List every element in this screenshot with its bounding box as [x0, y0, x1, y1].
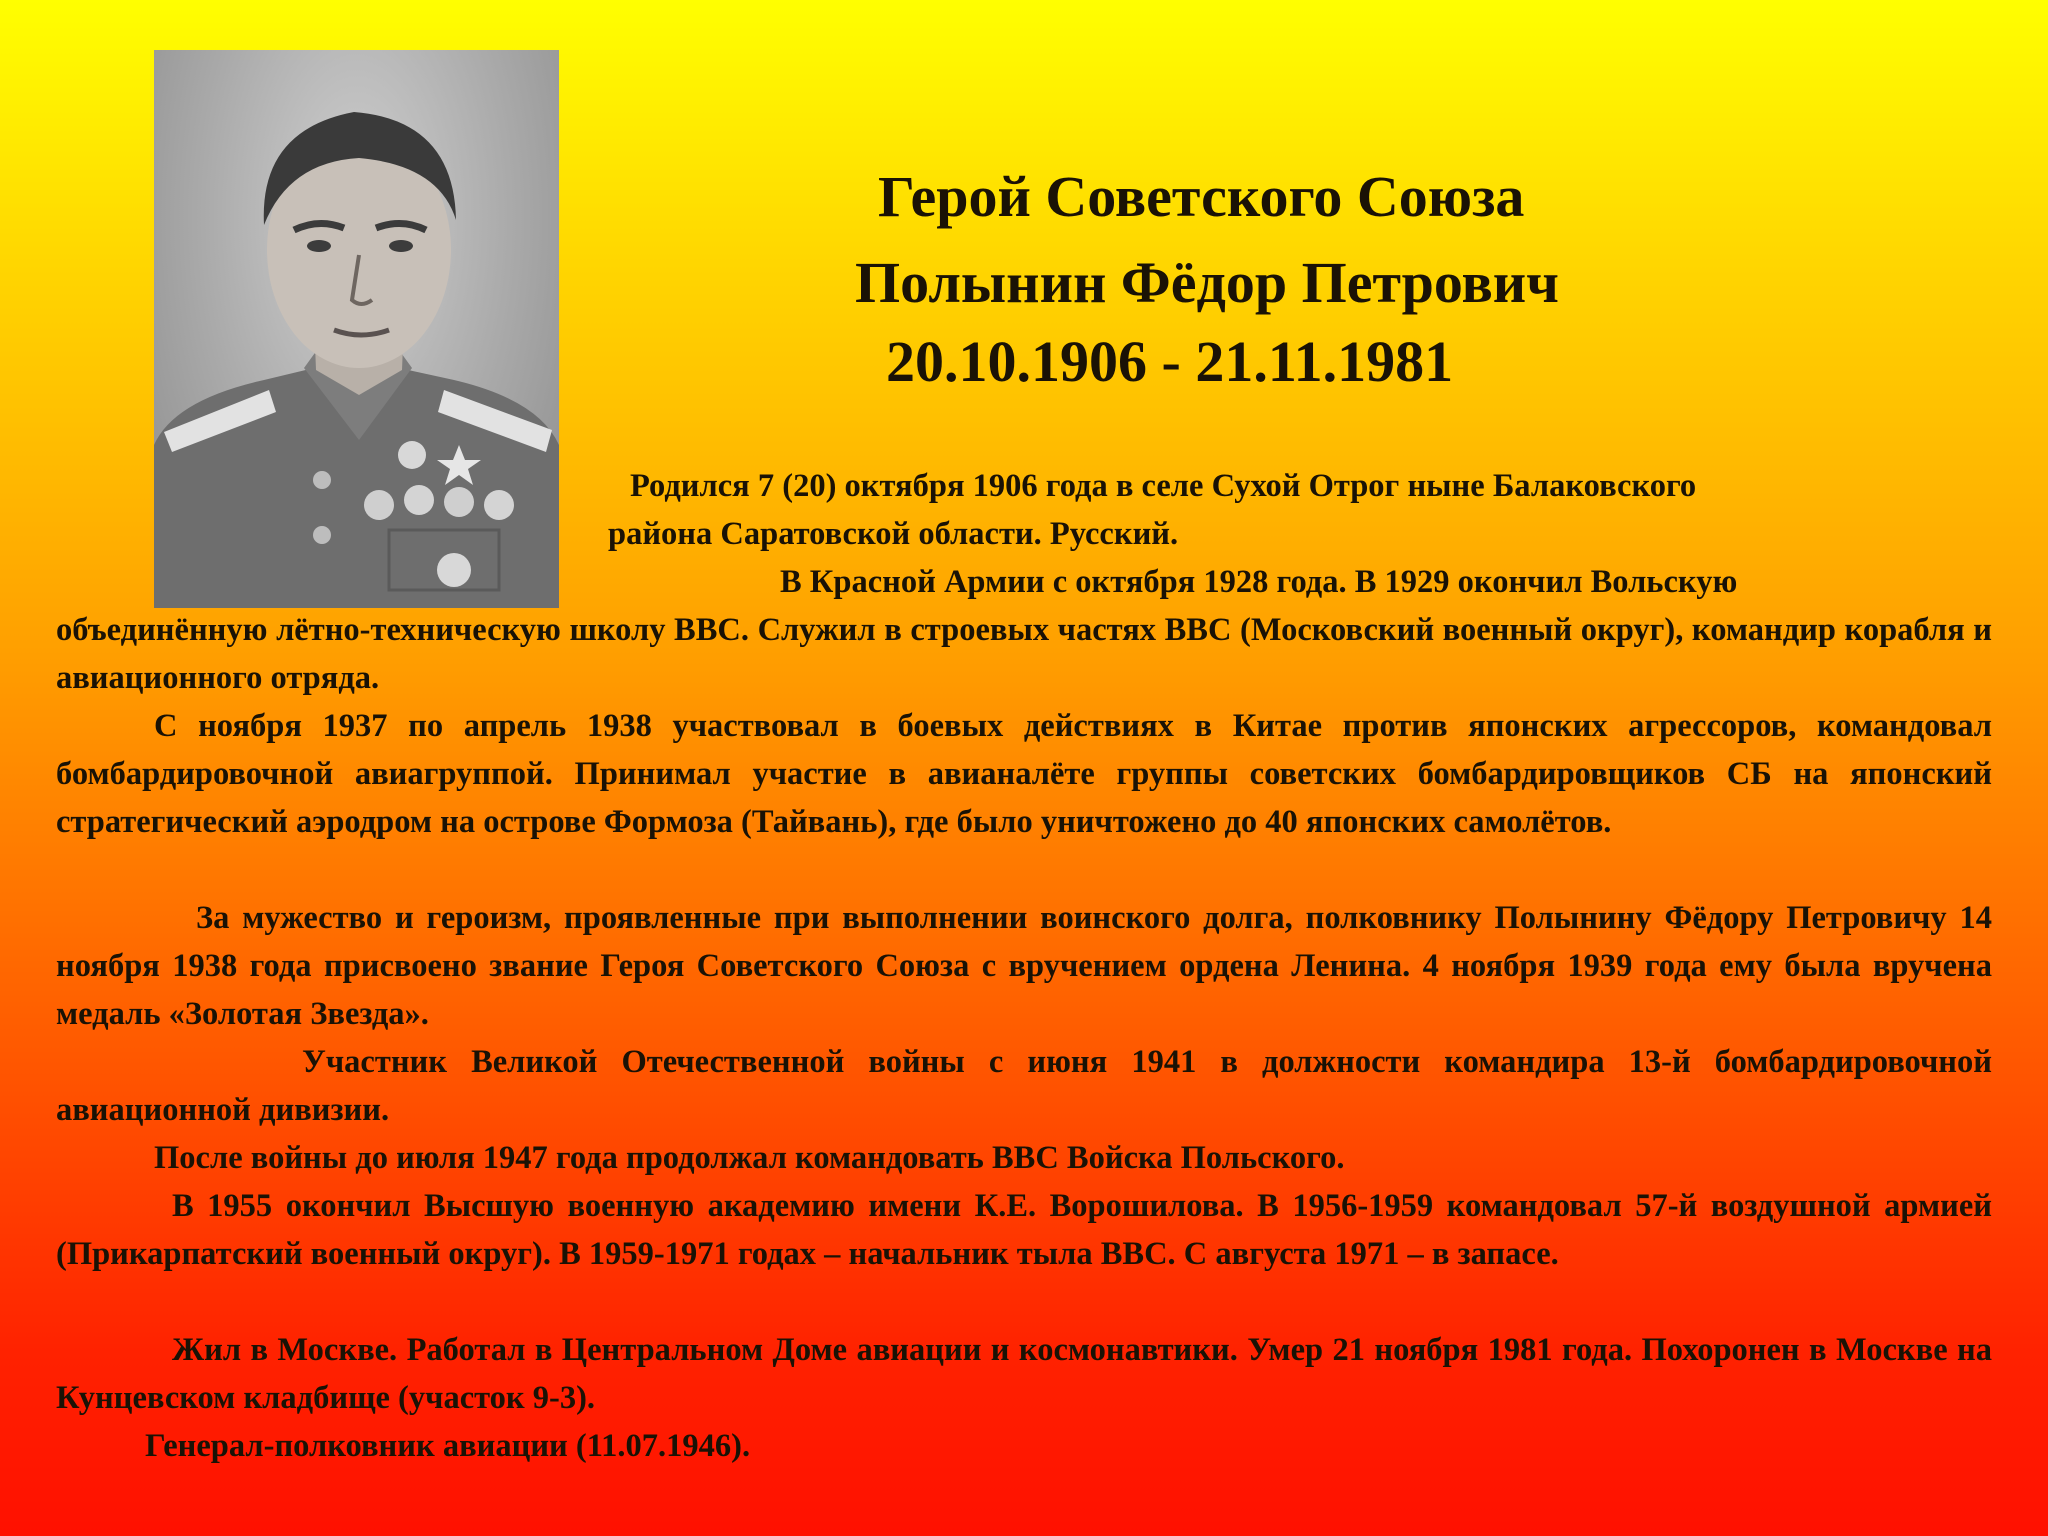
- title-name: Полынин Фёдор Петрович: [855, 250, 1559, 315]
- bio-ww2-paragraph: Участник Великой Отечественной войны с июня 1941 в должности командира 13-й бомбардировочной авиационной дивизии.: [56, 1044, 1992, 1128]
- title-hero: Герой Советского Союза: [878, 164, 1525, 229]
- portrait-photo: [154, 50, 559, 608]
- bio-birth-line1: Родился 7 (20) октября 1906 года в селе Сухой Отрог ныне Балаковского: [630, 468, 1697, 504]
- bio-army-line1: В Красной Армии с октября 1928 года. В 1929 окончил Вольскую: [780, 564, 1738, 600]
- bio-academy-paragraph: В 1955 окончил Высшую военную академию имени К.Е. Ворошилова. В 1956-1959 командовал 57-й воздушной армией (Прикарпатский военный округ). В 1959-1971 годах – начальник тыла ВВС. С августа 1971 – в запасе.: [56, 1188, 1992, 1272]
- bio-china-paragraph: С ноября 1937 по апрель 1938 участвовал в боевых действиях в Китае против японских агрессоров, командовал бомбардировочной авиагруппой. Принимал участие в авианалёте группы советских бомбардировщиков СБ на японский стратегический аэродром на острове Формоза (Тайвань), где было уничтожено до 40 японских самолётов.: [56, 708, 1992, 840]
- title-dates: 20.10.1906 - 21.11.1981: [886, 329, 1454, 394]
- bio-birth-line2: района Саратовской области. Русский.: [608, 516, 1179, 552]
- bio-postwar-paragraph: После войны до июля 1947 года продолжал командовать ВВС Войска Польского.: [154, 1140, 1345, 1176]
- portrait-illustration: [154, 50, 559, 608]
- bio-hero-paragraph: За мужество и героизм, проявленные при выполнении воинского долга, полковнику Полынину Фёдору Петровичу 14 ноября 1938 года присвоено звание Героя Советского Союза с вручением ордена Ленина. 4 ноября 1939 года ему была вручена медаль «Золотая Звезда».: [56, 900, 1992, 1032]
- bio-army-paragraph: объединённую лётно-техническую школу ВВС. Служил в строевых частях ВВС (Московский военный округ), командир корабля и авиационного отряда.: [56, 612, 1992, 696]
- bio-death-paragraph: Жил в Москве. Работал в Центральном Доме авиации и космонавтики. Умер 21 ноября 1981 года. Похоронен в Москве на Кунцевском кладбище (участок 9-3).: [56, 1332, 1992, 1416]
- bio-rank-line: Генерал-полковник авиации (11.07.1946).: [145, 1428, 751, 1464]
